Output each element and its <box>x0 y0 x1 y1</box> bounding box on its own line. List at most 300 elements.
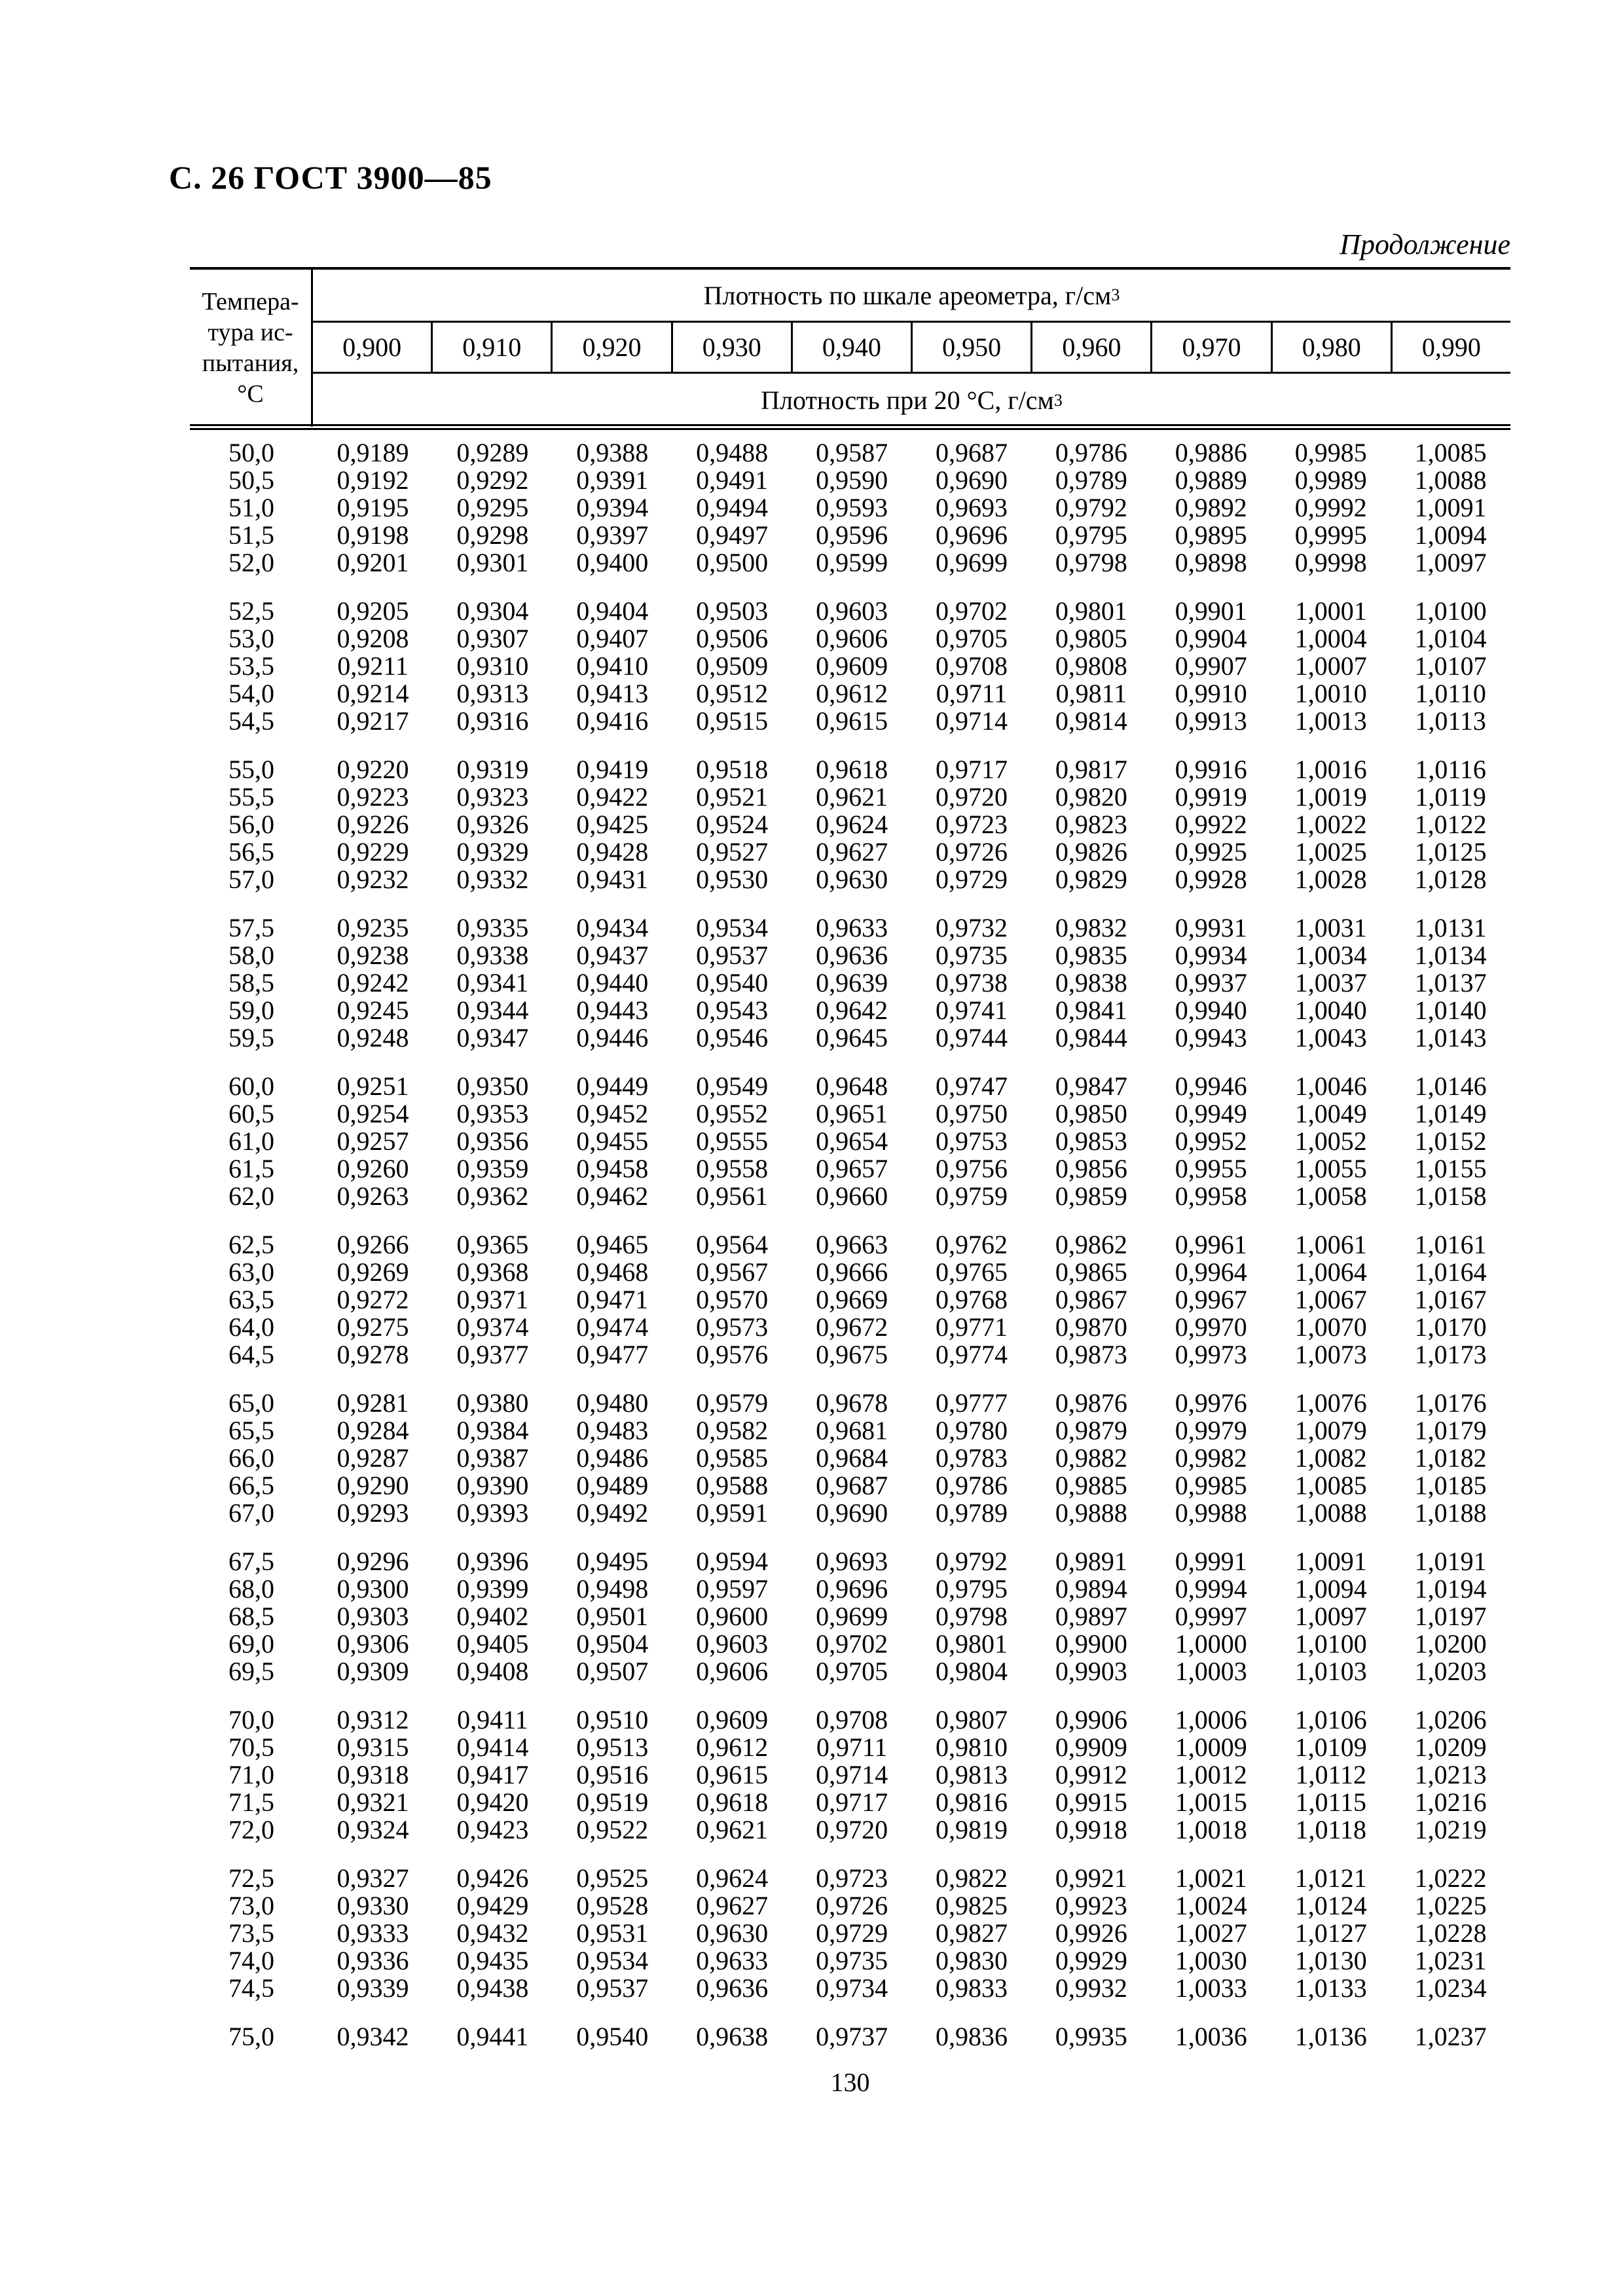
density-cell: 1,0000 <box>1175 1629 1247 1659</box>
density-cell: 0,9801 <box>935 1629 1008 1659</box>
density-cell: 0,9488 <box>696 438 769 467</box>
density-cell: 0,9630 <box>816 865 888 894</box>
density-cell: 0,9970 <box>1175 1312 1247 1342</box>
density-cell: 0,9388 <box>576 438 649 467</box>
density-cell: 0,9729 <box>935 865 1008 894</box>
density-cell: 0,9714 <box>935 706 1008 736</box>
density-cell: 0,9528 <box>576 1891 649 1920</box>
density-cell: 1,0197 <box>1414 1602 1487 1631</box>
density-cell: 0,9344 <box>456 996 529 1025</box>
density-cell: 0,9838 <box>1055 968 1127 997</box>
density-cell: 1,0146 <box>1414 1071 1487 1101</box>
density-cell: 1,0106 <box>1294 1705 1367 1734</box>
density-cell: 0,9827 <box>935 1918 1008 1948</box>
density-cell: 1,0213 <box>1414 1760 1487 1789</box>
density-cell: 1,0088 <box>1414 465 1487 495</box>
density-cell: 0,9820 <box>1055 782 1127 812</box>
density-cell: 0,9998 <box>1294 548 1367 577</box>
density-cell: 1,0082 <box>1294 1443 1367 1473</box>
table-row <box>190 2023 1510 2051</box>
density-cell: 0,9394 <box>576 493 649 522</box>
density-cell: 0,9275 <box>337 1312 409 1342</box>
density-cell: 0,9513 <box>576 1732 649 1762</box>
density-cell: 0,9440 <box>576 968 649 997</box>
density-cell: 0,9603 <box>816 596 888 626</box>
density-cell: 0,9690 <box>816 1498 888 1528</box>
table-header <box>190 267 1510 424</box>
density-cell: 0,9599 <box>816 548 888 577</box>
density-cell: 1,0022 <box>1294 810 1367 839</box>
table-row <box>190 1341 1510 1369</box>
density-cell: 1,0091 <box>1294 1547 1367 1576</box>
density-cell: 0,9292 <box>456 465 529 495</box>
density-cell: 0,9570 <box>696 1285 769 1314</box>
density-cell: 0,9633 <box>696 1946 769 1975</box>
density-cell: 0,9269 <box>337 1257 409 1287</box>
density-cell: 0,9856 <box>1055 1154 1127 1183</box>
density-cell: 0,9491 <box>696 465 769 495</box>
density-cell: 0,9347 <box>456 1023 529 1052</box>
density-cell: 0,9306 <box>337 1629 409 1659</box>
density-cell: 0,9726 <box>816 1891 888 1920</box>
density-cell: 0,9492 <box>576 1498 649 1528</box>
density-cell: 0,9426 <box>456 1863 529 1893</box>
temperature-cell: 57,5 <box>228 913 274 942</box>
density-cell: 0,9819 <box>935 1815 1008 1844</box>
density-cell: 0,9576 <box>696 1340 769 1369</box>
density-cell: 0,9561 <box>696 1181 769 1211</box>
density-cell: 0,9284 <box>337 1416 409 1445</box>
density-cell: 0,9380 <box>456 1388 529 1418</box>
density-cell: 0,9391 <box>576 465 649 495</box>
temperature-header-line: Темпера- <box>202 288 299 315</box>
density-cell: 0,9669 <box>816 1285 888 1314</box>
density-cell: 0,9759 <box>935 1181 1008 1211</box>
density-cell: 1,0036 <box>1175 2022 1247 2051</box>
density-cell: 1,0209 <box>1414 1732 1487 1762</box>
density-cell: 0,9723 <box>816 1863 888 1893</box>
density-cell: 0,9245 <box>337 996 409 1025</box>
row-group <box>190 598 1510 735</box>
density-cell: 0,9988 <box>1175 1498 1247 1528</box>
density-cell: 1,0130 <box>1294 1946 1367 1975</box>
density-cell: 0,9825 <box>935 1891 1008 1920</box>
table-row <box>190 1073 1510 1100</box>
table-row <box>190 708 1510 735</box>
density-cell: 1,0040 <box>1294 996 1367 1025</box>
temperature-cell: 63,5 <box>228 1285 274 1314</box>
density-cell: 0,9624 <box>696 1863 769 1893</box>
density-cell: 1,0001 <box>1294 596 1367 626</box>
density-cell: 0,9811 <box>1055 679 1127 708</box>
density-cell: 1,0037 <box>1294 968 1367 997</box>
density-cell: 0,9729 <box>816 1918 888 1948</box>
density-cell: 0,9546 <box>696 1023 769 1052</box>
density-cell: 0,9609 <box>816 651 888 681</box>
density-cell: 0,9431 <box>576 865 649 894</box>
density-cell: 0,9330 <box>337 1891 409 1920</box>
table-row <box>190 1630 1510 1658</box>
table-row <box>190 1789 1510 1816</box>
temperature-cell: 73,0 <box>228 1891 274 1920</box>
row-group <box>190 756 1510 893</box>
density-cell: 0,9588 <box>696 1471 769 1500</box>
density-cell: 0,9876 <box>1055 1388 1127 1418</box>
density-cell: 1,0100 <box>1414 596 1487 626</box>
density-cell: 0,9220 <box>337 755 409 784</box>
column-header: 0,990 <box>1391 323 1510 372</box>
density-cell: 0,9504 <box>576 1629 649 1659</box>
density-cell: 0,9895 <box>1175 520 1247 550</box>
density-cell: 0,9928 <box>1175 865 1247 894</box>
density-cell: 0,9564 <box>696 1230 769 1259</box>
density-cell: 0,9368 <box>456 1257 529 1287</box>
density-cell: 0,9540 <box>696 968 769 997</box>
density-cell: 0,9257 <box>337 1126 409 1156</box>
density-cell: 0,9910 <box>1175 679 1247 708</box>
density-cell: 0,9832 <box>1055 913 1127 942</box>
density-cell: 0,9621 <box>816 782 888 812</box>
density-cell: 1,0116 <box>1415 755 1486 784</box>
density-cell: 0,9657 <box>816 1154 888 1183</box>
density-cell: 1,0052 <box>1294 1126 1367 1156</box>
density-cell: 0,9416 <box>576 706 649 736</box>
density-cell: 0,9708 <box>935 651 1008 681</box>
density-cell: 1,0024 <box>1175 1891 1247 1920</box>
density-cell: 0,9624 <box>816 810 888 839</box>
density-cell: 0,9612 <box>696 1732 769 1762</box>
density-cell: 0,9506 <box>696 624 769 653</box>
density-cell: 0,9462 <box>576 1181 649 1211</box>
density-cell: 0,9882 <box>1055 1443 1127 1473</box>
density-cell: 0,9618 <box>816 755 888 784</box>
table-row <box>190 467 1510 494</box>
density-cell: 0,9892 <box>1175 493 1247 522</box>
table-row <box>190 811 1510 838</box>
density-cell: 0,9537 <box>576 1973 649 2003</box>
density-cell: 1,0043 <box>1294 1023 1367 1052</box>
density-cell: 0,9405 <box>456 1629 529 1659</box>
density-cell: 0,9859 <box>1055 1181 1127 1211</box>
density-cell: 0,9699 <box>935 548 1008 577</box>
table-row <box>190 997 1510 1024</box>
temperature-cell: 62,0 <box>228 1181 274 1211</box>
density-cell: 0,9201 <box>337 548 409 577</box>
density-cell: 0,9813 <box>935 1760 1008 1789</box>
density-cell: 0,9992 <box>1294 493 1367 522</box>
density-cell: 0,9319 <box>456 755 529 784</box>
density-cell: 0,9515 <box>696 706 769 736</box>
table-row <box>190 1892 1510 1920</box>
density-cell: 0,9309 <box>337 1657 409 1686</box>
density-cell: 0,9558 <box>696 1154 769 1183</box>
density-cell: 0,9789 <box>1055 465 1127 495</box>
temperature-cell: 66,0 <box>228 1443 274 1473</box>
density-cell: 1,0149 <box>1414 1099 1487 1128</box>
density-cell: 0,9525 <box>576 1863 649 1893</box>
density-cell: 0,9214 <box>337 679 409 708</box>
density-cell: 1,0203 <box>1414 1657 1487 1686</box>
density-cell: 0,9946 <box>1175 1071 1247 1101</box>
density-cell: 0,9422 <box>576 782 649 812</box>
density-cell: 0,9327 <box>337 1863 409 1893</box>
density-cell: 0,9333 <box>337 1918 409 1948</box>
temperature-cell: 59,0 <box>228 996 274 1025</box>
table-row <box>190 942 1510 969</box>
density-cell: 0,9817 <box>1055 755 1127 784</box>
density-cell: 0,9907 <box>1175 651 1247 681</box>
density-cell: 1,0131 <box>1414 913 1487 942</box>
density-cell: 0,9293 <box>337 1498 409 1528</box>
temperature-cell: 68,5 <box>228 1602 274 1631</box>
table-row <box>190 1259 1510 1286</box>
table-row <box>190 1231 1510 1259</box>
density-cell: 0,9991 <box>1175 1547 1247 1576</box>
density-cell: 0,9618 <box>696 1787 769 1817</box>
temperature-cell: 65,5 <box>228 1416 274 1445</box>
table-row <box>190 1286 1510 1314</box>
density-cell: 0,9937 <box>1175 968 1247 997</box>
temperature-cell: 54,5 <box>228 706 274 736</box>
density-cell: 1,0173 <box>1414 1340 1487 1369</box>
density-cell: 0,9198 <box>337 520 409 550</box>
density-cell: 0,9816 <box>935 1787 1008 1817</box>
density-cell: 0,9494 <box>696 493 769 522</box>
density-cell: 0,9678 <box>816 1388 888 1418</box>
row-group <box>190 1231 1510 1369</box>
density-cell: 0,9774 <box>935 1340 1008 1369</box>
temperature-cell: 74,0 <box>228 1946 274 1975</box>
density-cell: 0,9407 <box>576 624 649 653</box>
density-cell: 0,9316 <box>456 706 529 736</box>
density-cell: 0,9522 <box>576 1815 649 1844</box>
density-cell: 0,9886 <box>1175 438 1247 467</box>
density-cell: 0,9771 <box>935 1312 1008 1342</box>
density-cell: 1,0007 <box>1294 651 1367 681</box>
density-cell: 0,9387 <box>456 1443 529 1473</box>
density-cell: 0,9723 <box>935 810 1008 839</box>
density-cell: 0,9696 <box>935 520 1008 550</box>
density-cell: 0,9642 <box>816 996 888 1025</box>
table-row <box>190 1603 1510 1630</box>
density-cell: 0,9410 <box>576 651 649 681</box>
density-cell: 1,0124 <box>1294 1891 1367 1920</box>
density-cell: 0,9826 <box>1055 837 1127 867</box>
density-cell: 0,9705 <box>935 624 1008 653</box>
density-cell: 0,9702 <box>935 596 1008 626</box>
density-cell: 0,9226 <box>337 810 409 839</box>
density-cell: 0,9687 <box>816 1471 888 1500</box>
density-cell: 0,9726 <box>935 837 1008 867</box>
density-cell: 1,0010 <box>1294 679 1367 708</box>
density-cell: 0,9985 <box>1294 438 1367 467</box>
density-cell: 0,9639 <box>816 968 888 997</box>
table-body <box>190 439 1510 2051</box>
temperature-cell: 61,5 <box>228 1154 274 1183</box>
density-cell: 0,9518 <box>696 755 769 784</box>
density-cell: 0,9989 <box>1294 465 1367 495</box>
continuation-label: Продолжение <box>1340 228 1510 260</box>
density-cell: 0,9408 <box>456 1657 529 1686</box>
density-cell: 0,9350 <box>456 1071 529 1101</box>
density-cell: 0,9587 <box>816 438 888 467</box>
density-cell: 0,9792 <box>1055 493 1127 522</box>
density-cell: 1,0231 <box>1414 1946 1487 1975</box>
density-cell: 0,9696 <box>816 1574 888 1604</box>
density-cell: 0,9437 <box>576 941 649 970</box>
density-cell: 0,9510 <box>576 1705 649 1734</box>
density-cell: 0,9552 <box>696 1099 769 1128</box>
density-cell: 0,9675 <box>816 1340 888 1369</box>
row-group <box>190 1865 1510 2002</box>
temperature-cell: 53,0 <box>228 624 274 653</box>
temperature-cell: 70,5 <box>228 1732 274 1762</box>
density-cell: 0,9888 <box>1055 1498 1127 1528</box>
density-cell: 0,9925 <box>1175 837 1247 867</box>
temperature-cell: 73,5 <box>228 1918 274 1948</box>
density-cell: 0,9423 <box>456 1815 529 1844</box>
density-cell: 0,9509 <box>696 651 769 681</box>
density-cell: 0,9332 <box>456 865 529 894</box>
density-cell: 0,9374 <box>456 1312 529 1342</box>
density-cell: 0,9353 <box>456 1099 529 1128</box>
table-row <box>190 866 1510 893</box>
density-cell: 0,9690 <box>935 465 1008 495</box>
density-cell: 1,0140 <box>1414 996 1487 1025</box>
density-cell: 0,9720 <box>816 1815 888 1844</box>
temperature-cell: 56,0 <box>228 810 274 839</box>
column-header: 0,980 <box>1271 323 1391 372</box>
density-cell: 0,9307 <box>456 624 529 653</box>
density-cell: 0,9929 <box>1055 1946 1127 1975</box>
density-cell: 0,9904 <box>1175 624 1247 653</box>
temperature-column-header <box>190 270 313 427</box>
density-cell: 1,0167 <box>1414 1285 1487 1314</box>
density-cell: 0,9318 <box>337 1760 409 1789</box>
table-row <box>190 1155 1510 1183</box>
density-cell: 0,9997 <box>1175 1602 1247 1631</box>
density-cell: 0,9919 <box>1175 782 1247 812</box>
table-row <box>190 1314 1510 1341</box>
density-cell: 1,0118 <box>1295 1815 1366 1844</box>
density-cell: 0,9949 <box>1175 1099 1247 1128</box>
density-cell: 1,0225 <box>1414 1891 1487 1920</box>
density-cell: 0,9627 <box>696 1891 769 1920</box>
table-row <box>190 1024 1510 1052</box>
density-cell: 0,9446 <box>576 1023 649 1052</box>
density-cell: 1,0125 <box>1414 837 1487 867</box>
density-cell: 1,0100 <box>1294 1629 1367 1659</box>
density-cell: 0,9356 <box>456 1126 529 1156</box>
density-cell: 0,9468 <box>576 1257 649 1287</box>
density-cell: 0,9741 <box>935 996 1008 1025</box>
density-cell: 0,9336 <box>337 1946 409 1975</box>
density-cell: 0,9901 <box>1175 596 1247 626</box>
density-cell: 0,9717 <box>935 755 1008 784</box>
table-row <box>190 1761 1510 1789</box>
density-cell: 1,0012 <box>1175 1760 1247 1789</box>
temperature-cell: 67,5 <box>228 1547 274 1576</box>
density-cell: 0,9419 <box>576 755 649 784</box>
table-row <box>190 1417 1510 1444</box>
density-cell: 1,0019 <box>1294 782 1367 812</box>
density-cell: 1,0085 <box>1294 1471 1367 1500</box>
density-cell: 0,9889 <box>1175 465 1247 495</box>
density-cell: 0,9404 <box>576 596 649 626</box>
density-cell: 0,9272 <box>337 1285 409 1314</box>
density-cell: 1,0094 <box>1294 1574 1367 1604</box>
table-row <box>190 1548 1510 1575</box>
density-cell: 0,9750 <box>935 1099 1008 1128</box>
density-cell: 0,9438 <box>456 1973 529 2003</box>
temperature-cell: 60,5 <box>228 1099 274 1128</box>
temperature-cell: 51,0 <box>228 493 274 522</box>
density-cell: 0,9312 <box>337 1705 409 1734</box>
density-cell: 0,9693 <box>935 493 1008 522</box>
density-cell: 0,9296 <box>337 1547 409 1576</box>
temperature-header-line: °С <box>237 380 264 408</box>
density-cell: 0,9921 <box>1055 1863 1127 1893</box>
column-header: 0,930 <box>671 323 791 372</box>
table-row <box>190 1947 1510 1975</box>
density-cell: 0,9516 <box>576 1760 649 1789</box>
density-cell: 0,9810 <box>935 1732 1008 1762</box>
density-cell: 0,9633 <box>816 913 888 942</box>
density-cell: 0,9498 <box>576 1574 649 1604</box>
density-cell: 0,9744 <box>935 1023 1008 1052</box>
table-row <box>190 838 1510 866</box>
density-cell: 0,9326 <box>456 810 529 839</box>
table-row <box>190 1575 1510 1603</box>
density-cell: 0,9489 <box>576 1471 649 1500</box>
temperature-cell: 59,5 <box>228 1023 274 1052</box>
density-cell: 0,9768 <box>935 1285 1008 1314</box>
density-cell: 0,9823 <box>1055 810 1127 839</box>
density-cell: 0,9591 <box>696 1498 769 1528</box>
temperature-cell: 70,0 <box>228 1705 274 1734</box>
density-cell: 0,9597 <box>696 1574 769 1604</box>
density-cell: 0,9429 <box>456 1891 529 1920</box>
temperature-cell: 74,5 <box>228 1973 274 2003</box>
density-cell: 0,9211 <box>337 651 409 681</box>
density-cell: 0,9278 <box>337 1340 409 1369</box>
density-cell: 0,9702 <box>816 1629 888 1659</box>
density-cell: 0,9441 <box>456 2022 529 2051</box>
density-cell: 0,9898 <box>1175 548 1247 577</box>
temperature-cell: 62,5 <box>228 1230 274 1259</box>
density-cell: 0,9804 <box>935 1657 1008 1686</box>
density-cell: 0,9867 <box>1055 1285 1127 1314</box>
temperature-cell: 69,5 <box>228 1657 274 1686</box>
density-cell: 0,9833 <box>935 1973 1008 2003</box>
column-header: 0,910 <box>431 323 551 372</box>
density-cell: 0,9377 <box>456 1340 529 1369</box>
density-cell: 0,9310 <box>456 651 529 681</box>
density-cell: 1,0107 <box>1414 651 1487 681</box>
density-cell: 0,9339 <box>337 1973 409 2003</box>
density-cell: 0,9879 <box>1055 1416 1127 1445</box>
density-cell: 0,9931 <box>1175 913 1247 942</box>
density-cell: 1,0179 <box>1414 1416 1487 1445</box>
density-cell: 0,9524 <box>696 810 769 839</box>
density-cell: 0,9235 <box>337 913 409 942</box>
temperature-cell: 71,0 <box>228 1760 274 1789</box>
density-cell: 0,9648 <box>816 1071 888 1101</box>
density-cell: 0,9507 <box>576 1657 649 1686</box>
density-cell: 0,9870 <box>1055 1312 1127 1342</box>
density-cell: 1,0046 <box>1294 1071 1367 1101</box>
density-cell: 0,9393 <box>456 1498 529 1528</box>
